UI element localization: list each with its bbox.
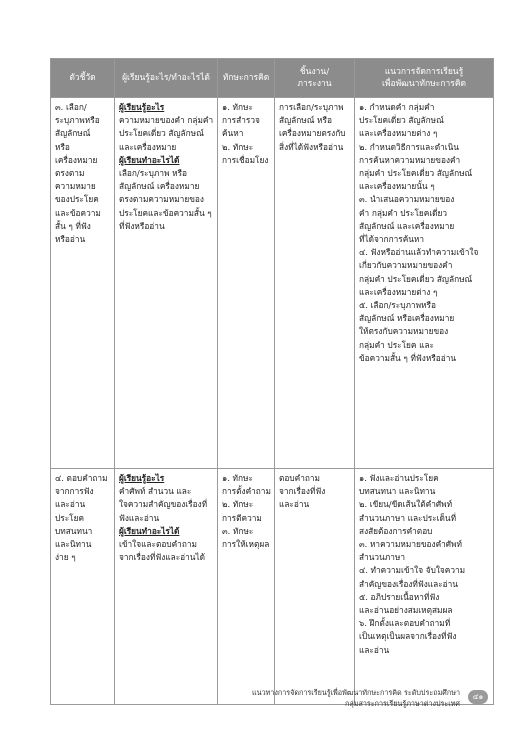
page-footer — [200, 687, 460, 709]
cell-line: และข้อความ — [55, 207, 101, 218]
learning-table — [50, 58, 494, 705]
cell-line: เป็นเหตุเป็นผลจากเรื่องที่ฟัง — [359, 631, 457, 642]
cell-line: ที่ฟังหรืออ่าน — [119, 220, 165, 231]
cell-line: ๓. เลือก/ — [55, 102, 87, 112]
cell-line: ๖. ฝึกตั้งและตอบคำถามที่ — [359, 618, 451, 629]
cell-line: ๑. ทักษะ — [222, 102, 253, 112]
cell-line: ๒. ทักษะ — [222, 141, 254, 152]
approach-cell — [355, 469, 494, 705]
cell-line: และอ่าน — [359, 644, 390, 655]
indicator-cell — [51, 98, 115, 469]
cell-line: บทสนทนา — [55, 525, 93, 536]
learning-cell — [115, 469, 218, 705]
cell-line: ตรงตาม — [55, 168, 85, 179]
cell-line: สัญลักษณ์ หรือ — [279, 115, 332, 126]
cell-line: ประโยคเดี่ยว สัญลักษณ์ — [119, 128, 204, 139]
cell-line: และเครื่องหมายต่าง ๆ — [359, 128, 438, 139]
cell-line: และอ่านอย่างสมเหตุสมผล — [359, 605, 453, 616]
cell-line: ตอบคำถาม — [279, 473, 320, 483]
cell-line: การสำรวจ — [222, 115, 260, 126]
cell-line: เครื่องหมายตรงกับ — [279, 128, 346, 139]
cell-line: และอ่าน — [55, 499, 86, 510]
cell-line: ๔. ฟังหรืออ่านแล้วทำความเข้าใจ — [359, 247, 479, 258]
cell-line: ให้ตรงกับความหมายของ — [359, 326, 449, 337]
cell-line: เลือก/ระบุภาพ หรือ — [119, 168, 188, 179]
cell-line: ๑. ทักษะ — [222, 473, 253, 483]
cell-line: ๔. ตอบคำถาม — [55, 473, 108, 483]
cell-line: หรืออ่าน — [55, 234, 86, 245]
cell-line: ๓. นำเสนอความหมายของ — [359, 194, 455, 205]
cell-line: บทสนทนา และนิทาน — [359, 486, 436, 497]
cell-line: สัญลักษณ์ — [55, 128, 91, 139]
learning-cell — [115, 98, 218, 469]
cell-line: ฟังและอ่าน — [119, 512, 160, 523]
cell-line: ที่ได้จากการค้นหา — [359, 234, 425, 245]
cell-line: คำศัพท์ สำนวน และ — [119, 486, 192, 497]
learn-heading: ผู้เรียนรู้อะไร — [119, 473, 165, 483]
cell-line: ง่าย ๆ — [55, 552, 76, 563]
cell-line: ๒. กำหนดวิธีการและดำเนิน — [359, 141, 459, 152]
cell-line: หรือ — [55, 141, 70, 152]
cell-line: สำคัญของเรื่องที่ฟังและอ่าน — [359, 578, 458, 589]
cell-line: และอ่าน — [279, 499, 310, 510]
cell-line: ความหมายของคำ กลุ่มคำ — [119, 115, 214, 126]
header-work: ชิ้นงาน/ ภาระงาน — [275, 59, 355, 98]
cell-line: สำนวนภาษา — [359, 552, 405, 563]
cell-line: สำนวนภาษา และประเด็นที่ — [359, 512, 457, 523]
header-thinking-skill: ทักษะการคิด — [218, 59, 275, 98]
cell-line: จากเรื่องที่ฟัง — [279, 486, 326, 497]
page-number: ๔๑ — [468, 690, 488, 704]
cell-line: กลุ่มคำ ประโยคเดี่ยว สัญลักษณ์ — [359, 273, 473, 284]
work-cell — [275, 98, 355, 469]
cell-line: ๓. ทักษะ — [222, 525, 254, 536]
cell-line: ๓. หาความหมายของคำศัพท์ — [359, 539, 462, 550]
cell-line: ประโยคเดี่ยว สัญลักษณ์ — [359, 115, 444, 126]
cell-line: ๕. อภิปรายเนื้อหาที่ฟัง — [359, 591, 440, 602]
cell-line: สัญลักษณ์ และเครื่องหมาย — [359, 220, 455, 231]
cell-line: การตีความ — [222, 512, 262, 523]
header-learning: ผู้เรียนรู้อะไร/ทำอะไรได้ — [115, 59, 218, 98]
cell-line: ๒. เขียน/ขีดเส้นใต้คำศัพท์ — [359, 499, 453, 510]
cell-line: ของประโยค — [55, 194, 99, 205]
cell-line: ๔. ทำความเข้าใจ จับใจความ — [359, 565, 466, 576]
cell-line: ระบุภาพหรือ — [55, 115, 100, 126]
cell-line: จากเรื่องที่ฟังและอ่านได้ — [119, 552, 206, 563]
cell-line: กลุ่มคำ ประโยค และ — [359, 339, 434, 350]
cell-line: ประโยค — [55, 512, 85, 523]
cell-line: กลุ่มคำ ประโยคเดี่ยว สัญลักษณ์ — [359, 168, 473, 179]
cell-line: และเครื่องหมายต่าง ๆ — [359, 286, 438, 297]
skill-cell — [218, 98, 275, 469]
cell-line: คำ กลุ่มคำ ประโยคเดี่ยว — [359, 207, 448, 218]
header-approach: แนวการจัดการเรียนรู้ เพื่อพัฒนาทักษะการคิด — [355, 59, 494, 98]
footer-subtitle: กลุ่มสาระการเรียนรู้ภาษาต่างประเทศ — [345, 699, 460, 708]
cell-line: ความหมาย — [55, 181, 96, 192]
cell-line: สิ่งที่ได้ฟังหรืออ่าน — [279, 141, 344, 152]
cell-line: จากการฟัง — [55, 486, 94, 497]
cell-line: ข้อความสั้น ๆ ที่ฟังหรืออ่าน — [359, 352, 457, 363]
cell-line: และเครื่องหมายนั้น ๆ — [359, 181, 435, 192]
cell-line: ตรงตามความหมายของ — [119, 194, 204, 205]
cell-line: ใจความสำคัญของเรื่องที่ — [119, 499, 208, 510]
work-cell — [275, 469, 355, 705]
cell-line: และนิทาน — [55, 539, 92, 550]
cell-line: เข้าใจและตอบคำถาม — [119, 539, 197, 550]
cell-line: การตั้งคำถาม — [222, 486, 271, 497]
cell-line: เครื่องหมาย — [55, 154, 98, 165]
cell-line: การให้เหตุผล — [222, 539, 270, 550]
cell-line: การค้นหาความหมายของคำ — [359, 154, 461, 165]
cell-line: ๒. ทักษะ — [222, 499, 254, 510]
cell-line: สัญลักษณ์ เครื่องหมาย — [119, 181, 200, 192]
cell-line: การเชื่อมโยง — [222, 154, 269, 165]
do-heading: ผู้เรียนทำอะไรได้ — [119, 525, 180, 536]
approach-cell — [355, 98, 494, 469]
table-header-row — [51, 59, 494, 98]
cell-line: การเลือก/ระบุภาพ — [279, 102, 344, 112]
cell-line: สัญลักษณ์ หรือเครื่องหมาย — [359, 313, 455, 324]
indicator-cell — [51, 469, 115, 705]
cell-line: และเครื่องหมาย — [119, 141, 177, 152]
cell-line: ค้นหา — [222, 128, 244, 139]
cell-line: เกี่ยวกับความหมายของคำ — [359, 260, 453, 271]
cell-line: สงสัยต้องการคำตอบ — [359, 525, 433, 536]
table-row — [51, 469, 494, 705]
do-heading: ผู้เรียนทำอะไรได้ — [119, 154, 180, 165]
footer-title: แนวทางการจัดการเรียนรู้เพื่อพัฒนาทักษะการคิด ระดับประถมศึกษา — [252, 688, 460, 697]
cell-line: ๑. กำหนดคำ กลุ่มคำ — [359, 102, 435, 112]
cell-line: ประโยคและข้อความสั้น ๆ — [119, 207, 212, 218]
table-row — [51, 98, 494, 469]
learn-heading: ผู้เรียนรู้อะไร — [119, 102, 165, 112]
cell-line: สั้น ๆ ที่ฟัง — [55, 220, 91, 231]
cell-line: ๑. ฟังและอ่านประโยค — [359, 473, 439, 483]
header-indicator: ตัวชี้วัด — [51, 59, 115, 98]
cell-line: ๕. เลือก/ระบุภาพหรือ — [359, 300, 436, 311]
skill-cell — [218, 469, 275, 705]
